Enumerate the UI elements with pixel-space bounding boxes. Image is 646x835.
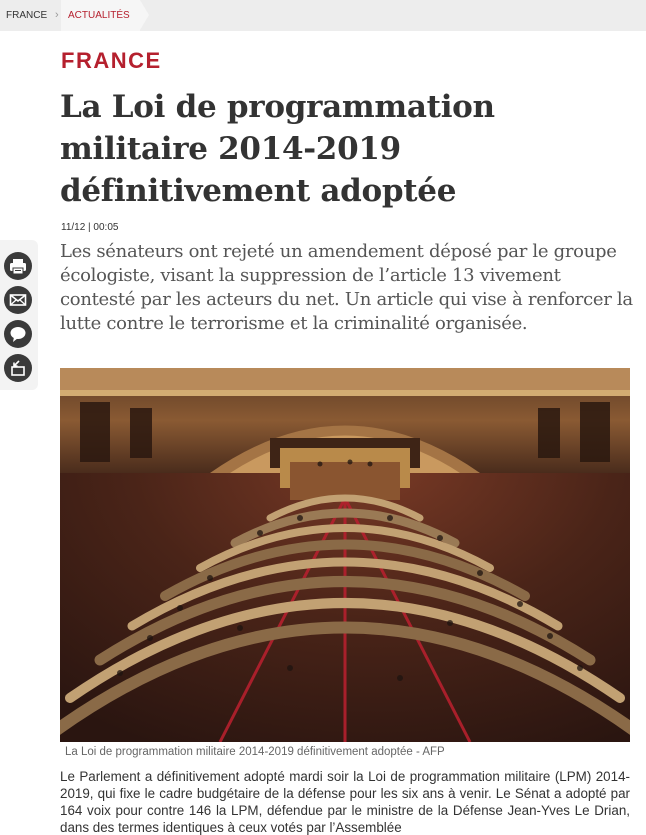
article-body: Le Parlement a définitivement adopté mardi soir la Loi de programmation militaire (LPM) 2014-2019, qui fixe le cadre budgétaire de la défense pour les six ans à venir. Le Sénat a adopté par 164 voix pour contre 146 la LPM, défendue par le ministre de la Défense Jean-Yves Le Drian, dans des termes identiques à ceux votés par l’Assemblée: [60, 769, 630, 835]
article-title: La Loi de programmation militaire 2014-2019 définitivement adoptée: [60, 89, 495, 209]
comment-icon[interactable]: [4, 320, 32, 348]
breadcrumb-item-france[interactable]: FRANCE: [6, 10, 48, 21]
print-icon[interactable]: [4, 252, 32, 280]
article-lead: Les sénateurs ont rejeté un amendement déposé par le groupe écologiste, visant la suppression de l’article 13 vivement contesté par les acteurs du net. Un article qui vise à renforcer la lutte contre le terrorisme et la criminalité organisée.: [60, 241, 633, 334]
share-icon[interactable]: [4, 354, 32, 382]
section-label[interactable]: FRANCE: [61, 48, 162, 73]
article-timestamp: 11/12 | 00:05: [61, 222, 119, 233]
share-toolbar: [0, 240, 38, 390]
breadcrumb: [0, 0, 646, 31]
email-icon[interactable]: [4, 286, 32, 314]
senate-hemicycle-image: [60, 368, 630, 742]
breadcrumb-separator: ›: [55, 9, 59, 21]
breadcrumb-item-actualites[interactable]: ACTUALITÉS: [61, 0, 140, 31]
photo-caption: La Loi de programmation militaire 2014-2019 définitivement adoptée - AFP: [65, 746, 445, 758]
article-photo[interactable]: [60, 368, 630, 742]
